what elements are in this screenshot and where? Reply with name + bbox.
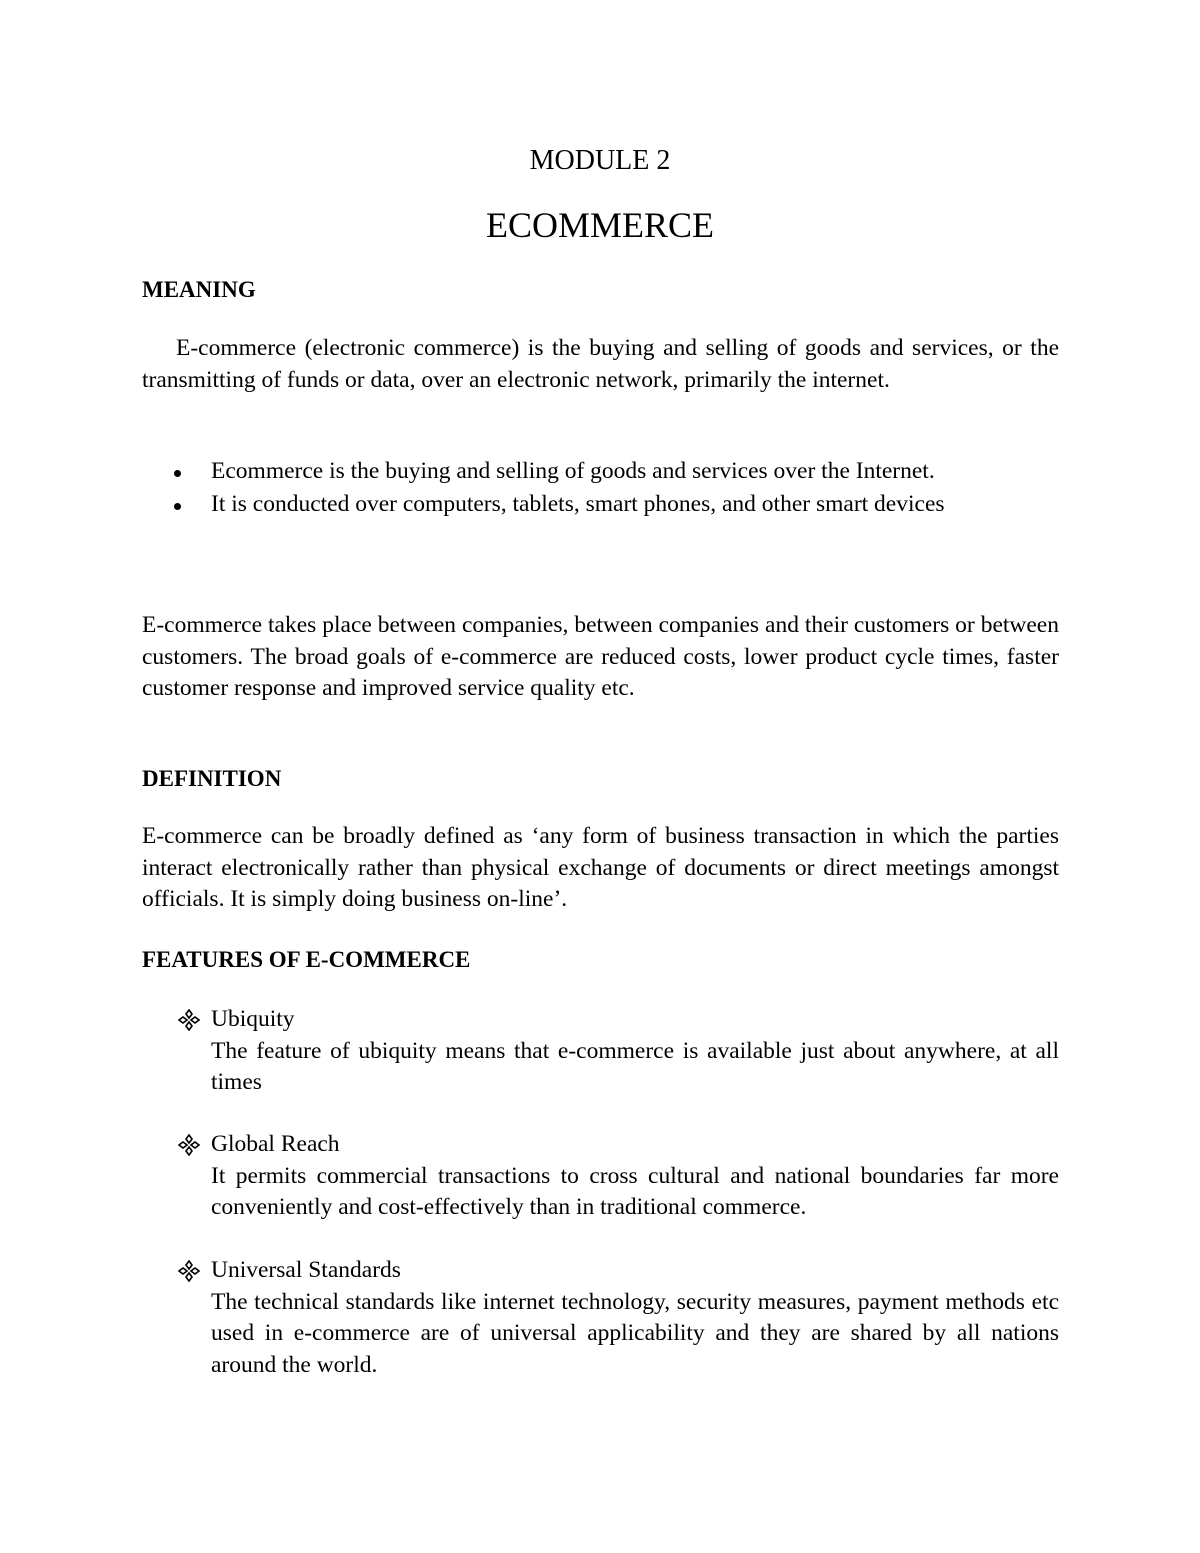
bullet-text: Ecommerce is the buying and selling of goods and services over the Internet. xyxy=(211,458,935,484)
meaning-paragraph: E-commerce (electronic commerce) is the buying and selling of goods and services, or the transmitting of funds or data, over an electronic network, primarily the internet. xyxy=(142,335,1059,393)
diamond-bullet-icon xyxy=(178,1134,200,1156)
diamond-bullet-icon xyxy=(178,1260,200,1282)
feature-description: The technical standards like internet technology, security measures, payment methods etc used in e-commerce are of universal applicability and they are shared by all nations around the world. xyxy=(211,1288,1059,1378)
bullet-icon xyxy=(174,470,181,477)
meaning-heading: MEANING xyxy=(142,277,256,302)
feature-item-global-reach xyxy=(178,1129,1059,1224)
feature-description: The feature of ubiquity means that e-commerce is available just about anywhere, at all times xyxy=(211,1037,1059,1095)
feature-title: Global Reach xyxy=(211,1131,340,1157)
meaning-bullet-list xyxy=(142,456,1059,521)
list-item xyxy=(142,489,1059,521)
definition-paragraph: E-commerce can be broadly defined as ‘any form of business transaction in which the parties interact electronically rather than physical exchange of documents or direct meetings amongst officials. It is simply doing business on-line’. xyxy=(142,823,1059,912)
definition-heading: DEFINITION xyxy=(142,766,282,791)
feature-description: It permits commercial transactions to cross cultural and national boundaries far more conveniently and cost-effectively than in traditional commerce. xyxy=(211,1162,1059,1220)
feature-title: Universal Standards xyxy=(211,1257,401,1283)
feature-item-ubiquity xyxy=(178,1004,1059,1099)
list-item xyxy=(142,456,1059,488)
feature-title: Ubiquity xyxy=(211,1006,295,1032)
features-heading: FEATURES OF E-COMMERCE xyxy=(142,947,471,972)
bullet-text: It is conducted over computers, tablets, smart phones, and other smart devices xyxy=(211,490,945,517)
diamond-bullet-icon xyxy=(178,1009,200,1031)
module-title: MODULE 2 xyxy=(529,145,671,176)
main-title: ECOMMERCE xyxy=(485,205,715,245)
feature-item-universal-standards xyxy=(178,1255,1059,1381)
bullet-icon xyxy=(174,503,181,510)
meaning-paragraph-2: E-commerce takes place between companies, between companies and their customers or between customers. The broad goals of e-commerce are reduced costs, lower product cycle times, faster customer response and improved service quality etc. xyxy=(142,612,1059,701)
